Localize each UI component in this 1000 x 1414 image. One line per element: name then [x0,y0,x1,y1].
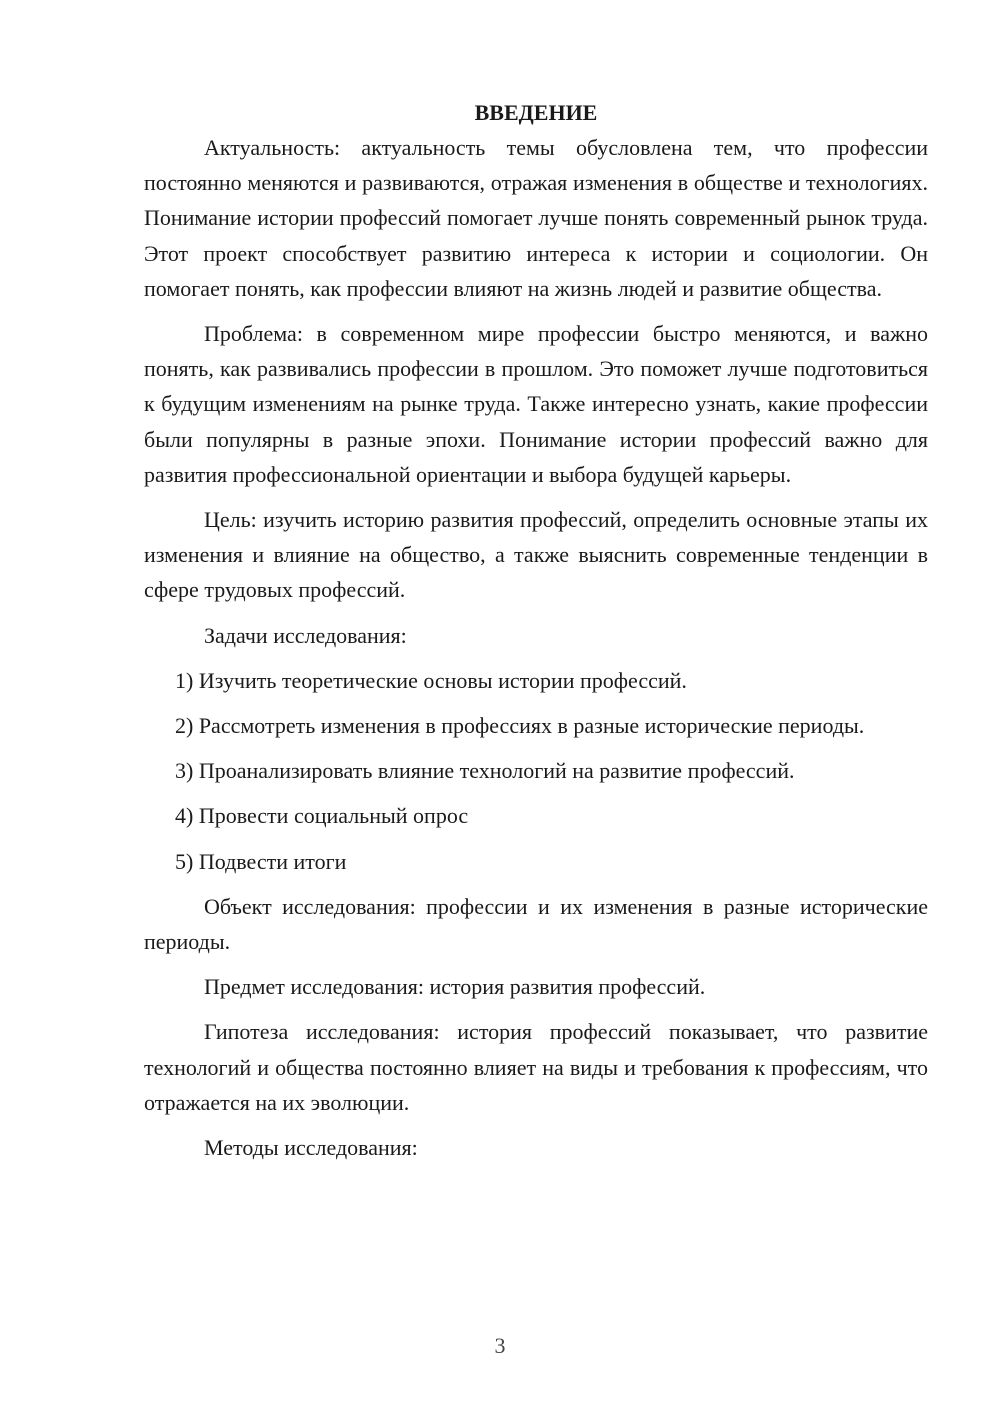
relevance-paragraph: Актуальность: актуальность темы обусловлена тем, что профессии постоянно меняются и развиваются, отражая изменения в обществе и технологиях. Понимание истории профессий помогает лучше понять современный рынок труда. Этот проект способствует развитию интереса к истории и социологии. Он помогает понять, как профессии влияют на жизнь людей и развитие общества. [144,135,928,301]
task-item-2: 2) Рассмотреть изменения в профессиях в разные исторические периоды. [175,713,865,739]
object-paragraph: Объект исследования: профессии и их изменения в разные исторические периоды. [144,893,928,955]
task-item-4: 4) Провести социальный опрос [175,803,469,829]
subject-paragraph: Предмет исследования: история развития профессий. [204,974,706,1000]
document-page [144,95,928,1165]
methods-heading: Методы исследования: [204,1135,418,1161]
task-item-3: 3) Проанализировать влияние технологий на развитие профессий. [175,758,795,784]
tasks-heading: Задачи исследования: [204,622,407,648]
task-item-1: 1) Изучить теоретические основы истории профессий. [175,667,687,693]
hypothesis-paragraph: Гипотеза исследования: история профессий показывает, что развитие технологий и общества постоянно влияет на виды и требования к профессиям, что отражается на их эволюции. [144,1019,928,1115]
task-item-5: 5) Подвести итоги [175,848,347,874]
goal-paragraph: Цель: изучить историю развития профессий, определить основные этапы их изменения и влияние на общество, а также выяснить современные тенденции в сфере трудовых профессий. [144,507,928,603]
problem-paragraph: Проблема: в современном мире профессии быстро меняются, и важно понять, как развивались профессии в прошлом. Это поможет лучше подготовиться к будущим изменениям на рынке труда. Также интересно узнать, какие профессии были популярны в разные эпохи. Понимание истории профессий важно для развития профессиональной ориентации и выбора будущей карьеры. [144,321,928,487]
page-number: 3 [494,1333,506,1358]
page-title: ВВЕДЕНИЕ [474,100,598,125]
